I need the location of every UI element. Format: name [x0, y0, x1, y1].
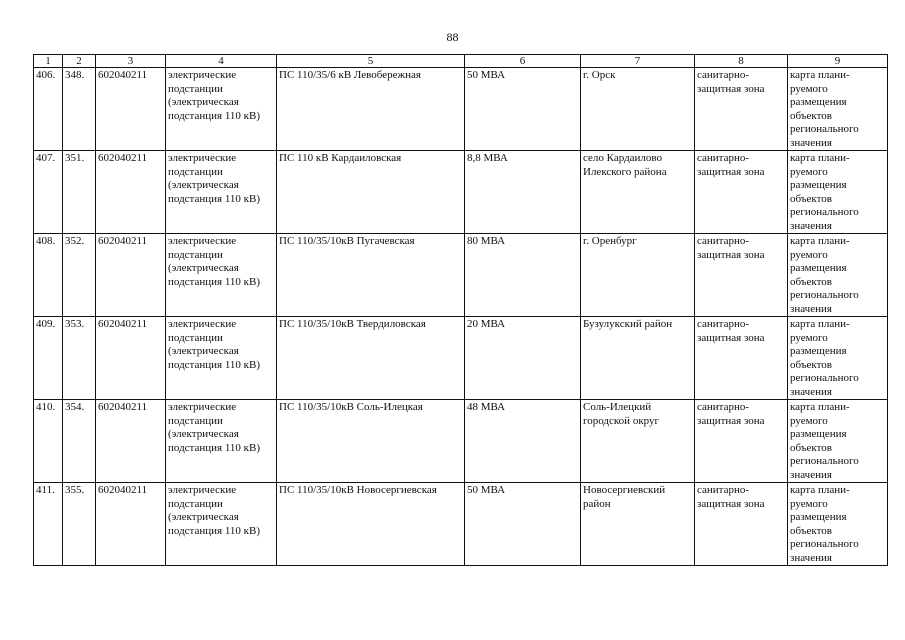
- object-type-cell: электрические подстанции (электрическая подстанция 110 кВ): [166, 68, 277, 151]
- capacity-cell: 50 МВА: [465, 68, 581, 151]
- table-row: [34, 234, 888, 317]
- map-cell: карта плани- руемого размещения объектов регионального значения: [788, 234, 888, 317]
- object-name-cell: ПС 110/35/6 кВ Левобережная: [277, 68, 465, 151]
- object-type-cell: электрические подстанции (электрическая подстанция 110 кВ): [166, 400, 277, 483]
- map-cell: карта плани- руемого размещения объектов регионального значения: [788, 68, 888, 151]
- row-number-cell: 411.: [34, 483, 63, 566]
- row-number-cell: 410.: [34, 400, 63, 483]
- sub-number-cell: 348.: [63, 68, 96, 151]
- zone-cell: санитарно- защитная зона: [695, 483, 788, 566]
- object-name-cell: ПС 110/35/10кВ Соль-Илецкая: [277, 400, 465, 483]
- object-type-cell: электрические подстанции (электрическая подстанция 110 кВ): [166, 317, 277, 400]
- row-number-cell: 409.: [34, 317, 63, 400]
- code-cell: 602040211: [96, 317, 166, 400]
- code-cell: 602040211: [96, 400, 166, 483]
- object-name-cell: ПС 110/35/10кВ Новосергиевская: [277, 483, 465, 566]
- column-header: 7: [581, 55, 695, 68]
- sub-number-cell: 355.: [63, 483, 96, 566]
- capacity-cell: 8,8 МВА: [465, 151, 581, 234]
- map-cell: карта плани- руемого размещения объектов регионального значения: [788, 483, 888, 566]
- column-header: 3: [96, 55, 166, 68]
- zone-cell: санитарно- защитная зона: [695, 400, 788, 483]
- map-cell: карта плани- руемого размещения объектов регионального значения: [788, 151, 888, 234]
- code-cell: 602040211: [96, 151, 166, 234]
- header-row: [34, 55, 888, 68]
- object-name-cell: ПС 110/35/10кВ Пугачевская: [277, 234, 465, 317]
- column-header: 1: [34, 55, 63, 68]
- object-type-cell: электрические подстанции (электрическая подстанция 110 кВ): [166, 483, 277, 566]
- code-cell: 602040211: [96, 234, 166, 317]
- column-header: 5: [277, 55, 465, 68]
- location-cell: село Кардаилово Илекского района: [581, 151, 695, 234]
- row-number-cell: 407.: [34, 151, 63, 234]
- column-header: 8: [695, 55, 788, 68]
- object-type-cell: электрические подстанции (электрическая подстанция 110 кВ): [166, 234, 277, 317]
- location-cell: г. Орск: [581, 68, 695, 151]
- sub-number-cell: 353.: [63, 317, 96, 400]
- capacity-cell: 80 МВА: [465, 234, 581, 317]
- object-name-cell: ПС 110 кВ Кардаиловская: [277, 151, 465, 234]
- column-header: 4: [166, 55, 277, 68]
- location-cell: г. Оренбург: [581, 234, 695, 317]
- zone-cell: санитарно- защитная зона: [695, 317, 788, 400]
- zone-cell: санитарно- защитная зона: [695, 68, 788, 151]
- map-cell: карта плани- руемого размещения объектов регионального значения: [788, 400, 888, 483]
- page-number: 88: [446, 30, 459, 44]
- table-row: [34, 317, 888, 400]
- code-cell: 602040211: [96, 68, 166, 151]
- code-cell: 602040211: [96, 483, 166, 566]
- location-cell: Новосергиевский район: [581, 483, 695, 566]
- column-header: 9: [788, 55, 888, 68]
- row-number-cell: 406.: [34, 68, 63, 151]
- location-cell: Бузулукский район: [581, 317, 695, 400]
- column-header: 6: [465, 55, 581, 68]
- table-row: [34, 68, 888, 151]
- table-row: [34, 151, 888, 234]
- table-row: [34, 483, 888, 566]
- object-name-cell: ПС 110/35/10кВ Твердиловская: [277, 317, 465, 400]
- location-cell: Соль-Илецкий городской округ: [581, 400, 695, 483]
- sub-number-cell: 351.: [63, 151, 96, 234]
- zone-cell: санитарно- защитная зона: [695, 234, 788, 317]
- registry-table: [33, 54, 888, 566]
- map-cell: карта плани- руемого размещения объектов регионального значения: [788, 317, 888, 400]
- sub-number-cell: 352.: [63, 234, 96, 317]
- capacity-cell: 48 МВА: [465, 400, 581, 483]
- table-row: [34, 400, 888, 483]
- capacity-cell: 20 МВА: [465, 317, 581, 400]
- capacity-cell: 50 МВА: [465, 483, 581, 566]
- column-header: 2: [63, 55, 96, 68]
- zone-cell: санитарно- защитная зона: [695, 151, 788, 234]
- sub-number-cell: 354.: [63, 400, 96, 483]
- object-type-cell: электрические подстанции (электрическая подстанция 110 кВ): [166, 151, 277, 234]
- row-number-cell: 408.: [34, 234, 63, 317]
